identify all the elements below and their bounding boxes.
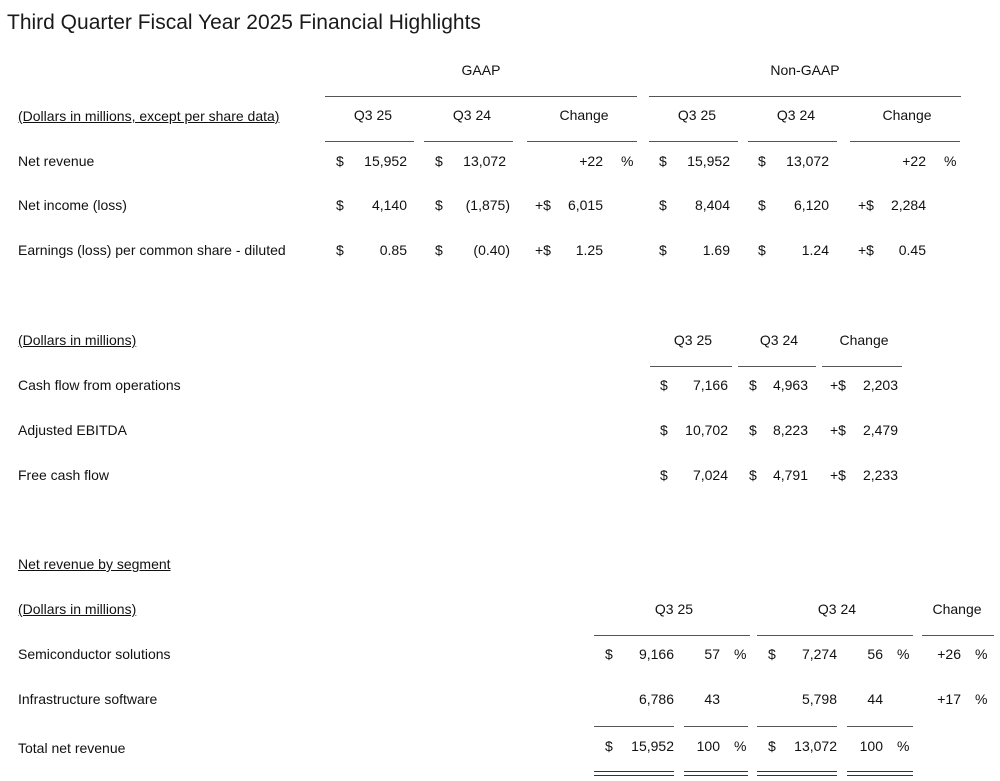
dollar-sign: $ <box>758 242 766 258</box>
change-value: 6,015 <box>567 197 603 213</box>
percent-of-total: 56 <box>867 646 883 662</box>
value-cell: 13,072 <box>794 738 837 754</box>
change-prefix: +$ <box>858 242 874 258</box>
change-value: 2,284 <box>890 197 926 213</box>
gaap-header: GAAP <box>461 62 501 78</box>
percent-sign: % <box>897 738 910 754</box>
percent-of-total: 100 <box>859 738 883 754</box>
dollar-sign: $ <box>605 738 613 754</box>
percent-sign: % <box>897 646 910 662</box>
nongaap-header-rule <box>649 96 961 97</box>
page-title: Third Quarter Fiscal Year 2025 Financial Highlights <box>7 11 481 34</box>
col-header-gaap-q3-24: Q3 24 <box>452 107 492 123</box>
gaap-header-rule <box>325 96 637 97</box>
subtotal-rule <box>594 726 674 727</box>
row-label: Semiconductor solutions <box>18 646 171 662</box>
dollar-sign: $ <box>605 646 613 662</box>
value-cell: 6,120 <box>793 197 829 213</box>
change-prefix: +$ <box>535 197 551 213</box>
change-value: 0.45 <box>898 242 926 258</box>
change-prefix: +$ <box>535 242 551 258</box>
segment-unit-label: (Dollars in millions) <box>18 601 137 617</box>
dollar-sign: $ <box>660 422 668 438</box>
value-cell: 4,963 <box>772 377 808 393</box>
dollar-sign: $ <box>659 242 667 258</box>
dollar-sign: $ <box>749 422 757 438</box>
highlights-unit-label: (Dollars in millions, except per share data) <box>18 108 280 124</box>
dollar-sign: $ <box>768 738 776 754</box>
dollar-sign: $ <box>435 242 443 258</box>
dollar-sign: $ <box>749 377 757 393</box>
total-double-rule <box>684 771 748 776</box>
value-cell: 13,072 <box>463 153 506 169</box>
row-label: Net revenue <box>18 153 95 169</box>
value-cell: 7,166 <box>692 377 728 393</box>
row-label: Free cash flow <box>18 467 110 483</box>
total-double-rule <box>594 771 674 776</box>
col-rule <box>922 635 994 636</box>
dollar-sign: $ <box>660 467 668 483</box>
cashflow-unit-label: (Dollars in millions) <box>18 332 137 348</box>
col-header-q3-24: Q3 24 <box>759 332 799 348</box>
change-value: 2,233 <box>862 467 898 483</box>
col-rule <box>822 366 902 367</box>
change-value: +22 <box>579 153 603 169</box>
col-rule <box>757 635 913 636</box>
dollar-sign: $ <box>758 197 766 213</box>
dollar-sign: $ <box>336 242 344 258</box>
change-value: 2,479 <box>862 422 898 438</box>
col-rule <box>424 141 513 142</box>
dollar-sign: $ <box>660 377 668 393</box>
value-cell: 15,952 <box>631 738 674 754</box>
col-header-change: Change <box>932 601 982 617</box>
change-prefix: +$ <box>830 422 846 438</box>
value-cell: 7,024 <box>692 467 728 483</box>
change-value: 1.25 <box>575 242 603 258</box>
percent-of-total: 57 <box>704 646 720 662</box>
percent-sign: % <box>621 153 634 169</box>
value-cell: 0.85 <box>379 242 407 258</box>
row-label: Net income (loss) <box>18 197 127 213</box>
col-header-nongaap-change: Change <box>882 107 932 123</box>
change-prefix: +$ <box>830 377 846 393</box>
dollar-sign: $ <box>659 153 667 169</box>
subtotal-rule <box>684 726 748 727</box>
row-label: Cash flow from operations <box>18 377 181 393</box>
col-header-nongaap-q3-24: Q3 24 <box>776 107 816 123</box>
percent-of-total: 43 <box>704 691 720 707</box>
change-value: +17 <box>937 691 961 707</box>
segment-heading: Net revenue by segment <box>18 556 171 572</box>
value-cell: 13,072 <box>786 153 829 169</box>
percent-of-total: 44 <box>867 691 883 707</box>
col-rule <box>325 141 414 142</box>
col-header-gaap-q3-25: Q3 25 <box>353 107 393 123</box>
row-label: Infrastructure software <box>18 691 158 707</box>
col-rule <box>850 141 960 142</box>
col-rule <box>650 366 732 367</box>
dollar-sign: $ <box>435 197 443 213</box>
value-cell: (1,875) <box>465 197 510 213</box>
value-cell: 15,952 <box>364 153 407 169</box>
dollar-sign: $ <box>758 153 766 169</box>
value-cell: 15,952 <box>687 153 730 169</box>
value-cell: 8,404 <box>694 197 730 213</box>
change-value: +22 <box>902 153 926 169</box>
dollar-sign: $ <box>336 153 344 169</box>
row-label: Earnings (loss) per common share - diluted <box>18 242 286 258</box>
value-cell: 10,702 <box>685 422 728 438</box>
col-header-q3-25: Q3 25 <box>654 601 694 617</box>
value-cell: 4,140 <box>371 197 407 213</box>
total-double-rule <box>847 771 913 776</box>
value-cell: 9,166 <box>638 646 674 662</box>
col-header-gaap-change: Change <box>559 107 609 123</box>
col-rule <box>527 141 637 142</box>
value-cell: 6,786 <box>638 691 674 707</box>
change-value: +26 <box>937 646 961 662</box>
row-label: Total net revenue <box>18 740 126 756</box>
change-prefix: +$ <box>830 467 846 483</box>
percent-sign: % <box>944 153 957 169</box>
value-cell: 1.69 <box>702 242 730 258</box>
total-double-rule <box>757 771 837 776</box>
value-cell: 7,274 <box>801 646 837 662</box>
percent-of-total: 100 <box>696 738 720 754</box>
col-header-q3-24: Q3 24 <box>817 601 857 617</box>
dollar-sign: $ <box>336 197 344 213</box>
value-cell: 8,223 <box>772 422 808 438</box>
dollar-sign: $ <box>749 467 757 483</box>
subtotal-rule <box>757 726 837 727</box>
col-rule <box>738 366 816 367</box>
col-header-q3-25: Q3 25 <box>673 332 713 348</box>
percent-sign: % <box>975 691 988 707</box>
value-cell: 1.24 <box>801 242 829 258</box>
change-prefix: +$ <box>858 197 874 213</box>
change-value: 2,203 <box>862 377 898 393</box>
dollar-sign: $ <box>435 153 443 169</box>
dollar-sign: $ <box>768 646 776 662</box>
percent-sign: % <box>734 646 747 662</box>
nongaap-header: Non-GAAP <box>770 62 840 78</box>
col-header-change: Change <box>839 332 889 348</box>
value-cell: 5,798 <box>801 691 837 707</box>
dollar-sign: $ <box>659 197 667 213</box>
value-cell: 4,791 <box>772 467 808 483</box>
col-header-nongaap-q3-25: Q3 25 <box>677 107 717 123</box>
col-rule <box>748 141 837 142</box>
row-label: Adjusted EBITDA <box>18 422 127 438</box>
col-rule <box>594 635 750 636</box>
subtotal-rule <box>847 726 913 727</box>
col-rule <box>649 141 738 142</box>
percent-sign: % <box>975 646 988 662</box>
value-cell: (0.40) <box>473 242 510 258</box>
percent-sign: % <box>734 738 747 754</box>
